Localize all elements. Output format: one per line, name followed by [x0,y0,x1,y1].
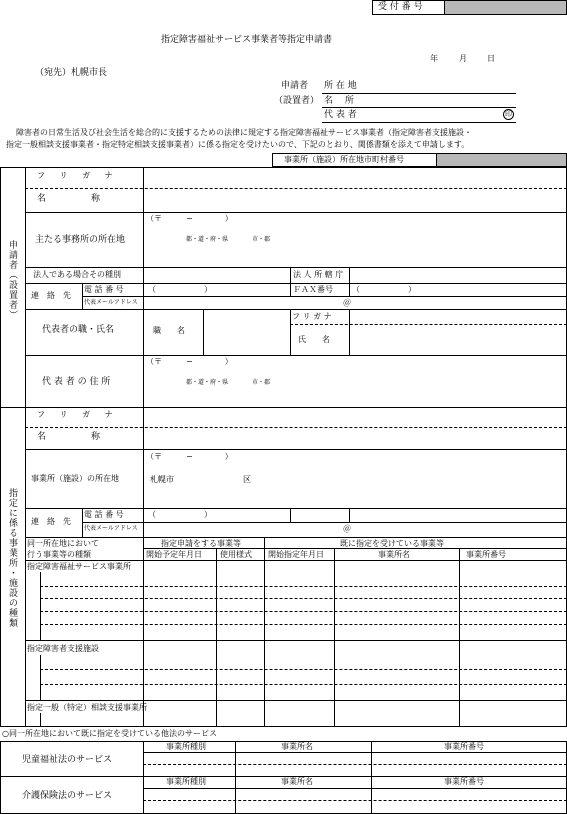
municipality-number-label: 事業所（施設）所在地市町村番号 [284,155,404,164]
rep-furigana-label: フ リ ガ ナ [292,312,332,321]
applicant-address-label: 所 在 地 [324,81,357,91]
applicant-rep-label: 代 表 者 [324,110,357,120]
facility-contact-label: 連 絡 先 [31,517,71,526]
applicant-side-label: 申請者（設置者） [7,240,17,320]
designated-date-header: 開始指定年月日 [268,550,324,559]
applicant-postal: （〒 − ） [146,214,233,223]
receipt-number-label: 受 付 番 号 [378,2,423,12]
same-location-label-2: 行う事業等の種類 [27,550,91,559]
rep-position-label: 職 名 [153,326,185,335]
rep-fullname-label: 氏 名 [298,335,330,344]
intro-line-1: 障害者の日常生活及び社会生活を総合的に支援するための法律に規定する指定障害福祉サービス事業者（指定障害者支援施設・ [16,128,472,137]
care-kind-header: 事業所種別 [166,777,206,786]
applicant-name-row-label: 名 称 [37,194,101,204]
rep-postal: （〒 − ） [146,357,233,366]
child-welfare-service-label: 児童福祉法のサービス [22,755,113,765]
founder-label: （設置者） [274,96,320,106]
category-support-facility: 指定障害者支援施設 [27,644,99,653]
applicant-phone-label: 電 話 番 号 [84,285,124,294]
intro-line-2: 指定一般相談支援事業者・指定特定相談支援事業者）に係る指定を受けたいので、下記のとおり、関係書類を添えて申請します。 [6,140,470,149]
facility-address-label: 事業所（施設）の所在地 [31,474,119,483]
facility-postal: （〒 − ） [146,452,233,461]
addressee: （宛先）札幌市長 [35,68,108,78]
rep-pref-line: 都・道・府・県 市・郡 [186,379,271,386]
facility-phone-label: 電 話 番 号 [84,510,124,519]
child-name-header: 事業所名 [281,742,313,751]
applicant-email-at: ＠ [343,298,351,307]
applicant-fax-paren: （ ） [352,285,416,294]
office-name-header: 事業所名 [378,550,410,559]
main-office-address-label: 主たる事務所の所在地 [35,235,126,245]
applicant-fax-label: ＦＡＸ番号 [293,285,333,294]
seal-mark: 印 [505,110,512,118]
receipt-number-field[interactable] [445,1,566,14]
facility-city: 札幌市 [150,475,174,484]
applicant-label: 申請者 [281,81,309,91]
rep-title-name-label: 代表者の職・氏名 [42,325,115,335]
category-consultation: 指定一般（特定）相談支援事業所 [27,703,147,712]
care-number-header: 事業所番号 [444,777,484,786]
rep-address-label: 代 表 者 の 住 所 [42,377,111,387]
applicant-name-input[interactable] [144,189,565,211]
corp-type-label: 法人である場合その種別 [33,270,121,279]
apply-header: 指定申請をする事業等 [161,539,241,548]
child-number-header: 事業所番号 [444,742,484,751]
facility-phone-paren: （ ） [148,510,212,519]
applicant-contact-label: 連 絡 先 [31,291,71,300]
care-insurance-service-label: 介護保険法のサービス [22,791,113,801]
applicant-pref-line: 都・道・府・県 市・郡 [186,236,271,243]
applicant-name-label: 名 所 [324,96,354,106]
facility-email-label: 代表メールアドレス [84,525,138,532]
date-month: 月 [459,54,467,63]
corp-authority-label: 法 人 所 轄 庁 [293,270,344,279]
applicant-furigana-label: フ リ ガ ナ [37,171,119,180]
office-number-header: 事業所番号 [466,550,506,559]
other-law-title: ○同一所在地において既に指定を受けている他法のサービス [2,729,217,738]
date-year: 年 [430,54,438,63]
applicant-phone-paren: （ ） [148,285,212,294]
facility-email-at: ＠ [343,524,351,533]
municipality-number-field[interactable] [437,154,566,166]
facility-furigana-label: フ リ ガ ナ [37,410,119,419]
date-day: 日 [487,54,495,63]
already-header: 既に指定を受けている事業等 [340,539,444,548]
document-title: 指定障害福祉サービス事業者等指定申請書 [161,35,333,45]
care-name-header: 事業所名 [281,777,313,786]
applicant-email-label: 代表メールアドレス [84,299,138,306]
same-location-label-1: 同一所在地において [27,539,99,548]
start-date-header: 開始予定年月日 [146,550,202,559]
usage-header: 使用様式 [220,550,252,559]
child-kind-header: 事業所種別 [166,742,206,751]
facility-name-label: 名 称 [37,432,101,442]
facility-ward: 区 [243,475,251,484]
category-welfare-service: 指定障害福祉サービス事業所 [27,562,131,571]
facility-side-label: 指定に係る事業所・施設の種類 [7,488,17,628]
